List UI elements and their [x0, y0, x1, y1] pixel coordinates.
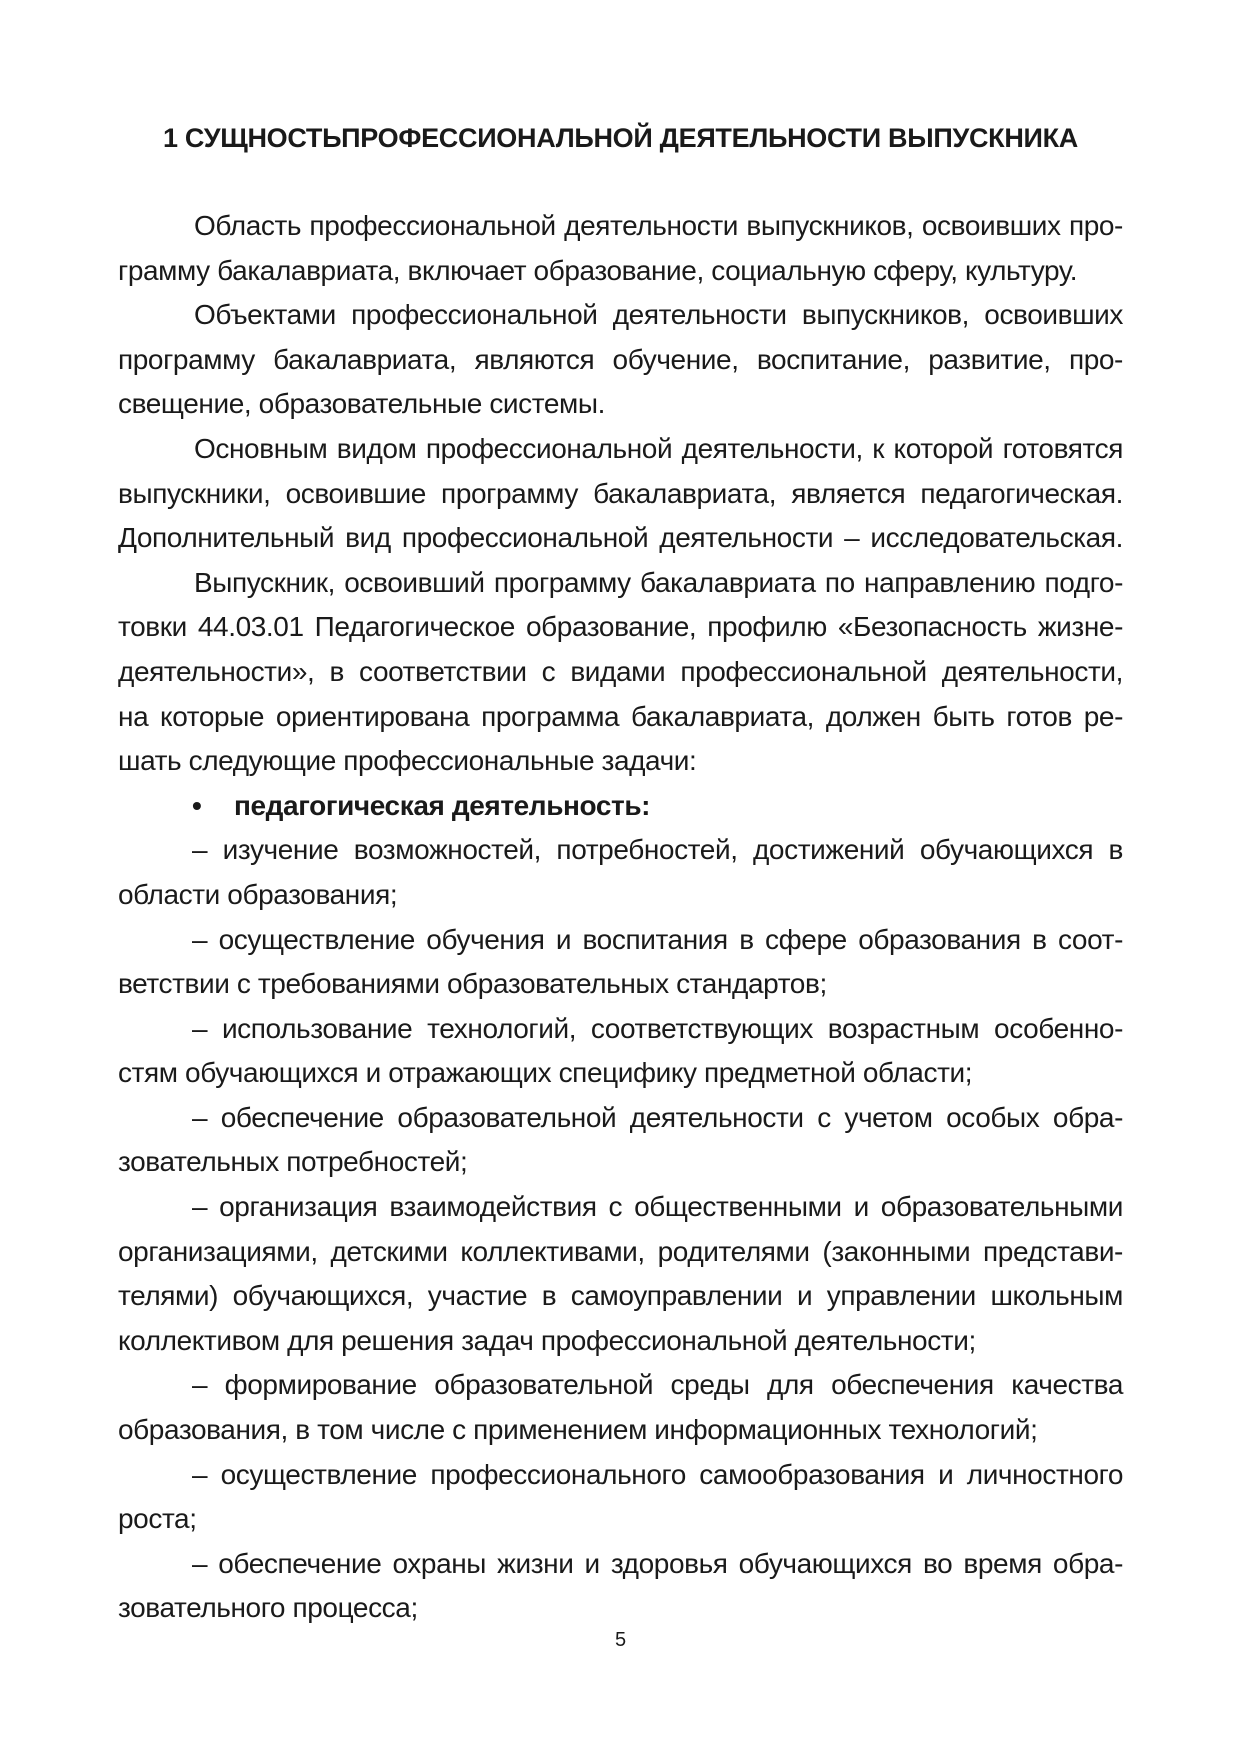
list-item-line: ветствии с требованиями образовательных стандартов; — [118, 968, 827, 1000]
list-item-line: образования, в том числе с применением информационных технологий; — [118, 1414, 1038, 1446]
paragraph-line: выпускники, освоившие программу бакалавриата, является педагогическая. — [118, 477, 1123, 509]
paragraph-line: товки 44.03.01 Педагогическое образование, профилю «Безопасность жизне- — [118, 611, 1123, 643]
list-item-line: стям обучающихся и отражающих специфику предметной области; — [118, 1057, 973, 1089]
bullet-heading-text: педагогическая деятельность: — [234, 789, 651, 821]
list-item-line: – осуществление обучения и воспитания в сфере образования в соот- — [192, 923, 1123, 955]
paragraph-line: Основным видом профессиональной деятельности, к которой готовятся — [194, 432, 1123, 464]
list-item-line: – обеспечение охраны жизни и здоровья обучающихся во время обра- — [192, 1547, 1123, 1579]
paragraph-line: Выпускник, освоивший программу бакалавриата по направлению подго- — [194, 566, 1123, 598]
list-item-line: зовательных потребностей; — [118, 1146, 468, 1178]
list-item-line: области образования; — [118, 878, 398, 910]
list-item-line: телями) обучающихся, участие в самоуправлении и управлении школьным — [118, 1280, 1123, 1312]
list-item-line: – использование технологий, соответствующих возрастным особенно- — [192, 1012, 1123, 1044]
paragraph-line: программу бакалавриата, являются обучение, воспитание, развитие, про- — [118, 343, 1123, 375]
paragraph-line: Область профессиональной деятельности выпускников, освоивших про- — [194, 210, 1123, 241]
list-item-line: организациями, детскими коллективами, родителями (законными представи- — [118, 1235, 1123, 1267]
section-title: 1 СУЩНОСТЬПРОФЕССИОНАЛЬНОЙ ДЕЯТЕЛЬНОСТИ ВЫПУСКНИКА — [162, 123, 1079, 153]
list-item-line: коллективом для решения задач профессиональной деятельности; — [118, 1324, 976, 1356]
list-item-line: – изучение возможностей, потребностей, достижений обучающихся в — [192, 834, 1123, 866]
list-item-line: – формирование образовательной среды для обеспечения качества — [192, 1369, 1123, 1401]
paragraph-line: Объектами профессиональной деятельности выпускников, освоивших — [194, 299, 1123, 331]
paragraph-line: шать следующие профессиональные задачи: — [118, 745, 697, 777]
list-item-line: роста; — [118, 1503, 197, 1535]
paragraph-line: грамму бакалавриата, включает образование, социальную сферу, культуру. — [118, 254, 1078, 286]
list-item-line: – организация взаимодействия с общественными и образовательными — [192, 1191, 1123, 1223]
paragraph-line: свещение, образовательные системы. — [118, 388, 606, 420]
bullet-icon: • — [192, 789, 202, 821]
list-item-line: – обеспечение образовательной деятельности с учетом особых обра- — [192, 1101, 1123, 1133]
paragraph-line: деятельности», в соответствии с видами профессиональной деятельности, — [118, 655, 1123, 687]
paragraph-line: на которые ориентирована программа бакалавриата, должен быть готов ре- — [118, 700, 1123, 732]
page-number: 5 — [614, 1629, 627, 1651]
body-text — [118, 204, 1123, 1631]
list-item-line: – осуществление профессионального самообразования и личностного — [192, 1458, 1123, 1490]
list-item-line: зовательного процесса; — [118, 1592, 418, 1624]
bullet-heading — [118, 784, 1123, 829]
paragraph-line: Дополнительный вид профессиональной деятельности – исследовательская. — [118, 522, 1123, 554]
